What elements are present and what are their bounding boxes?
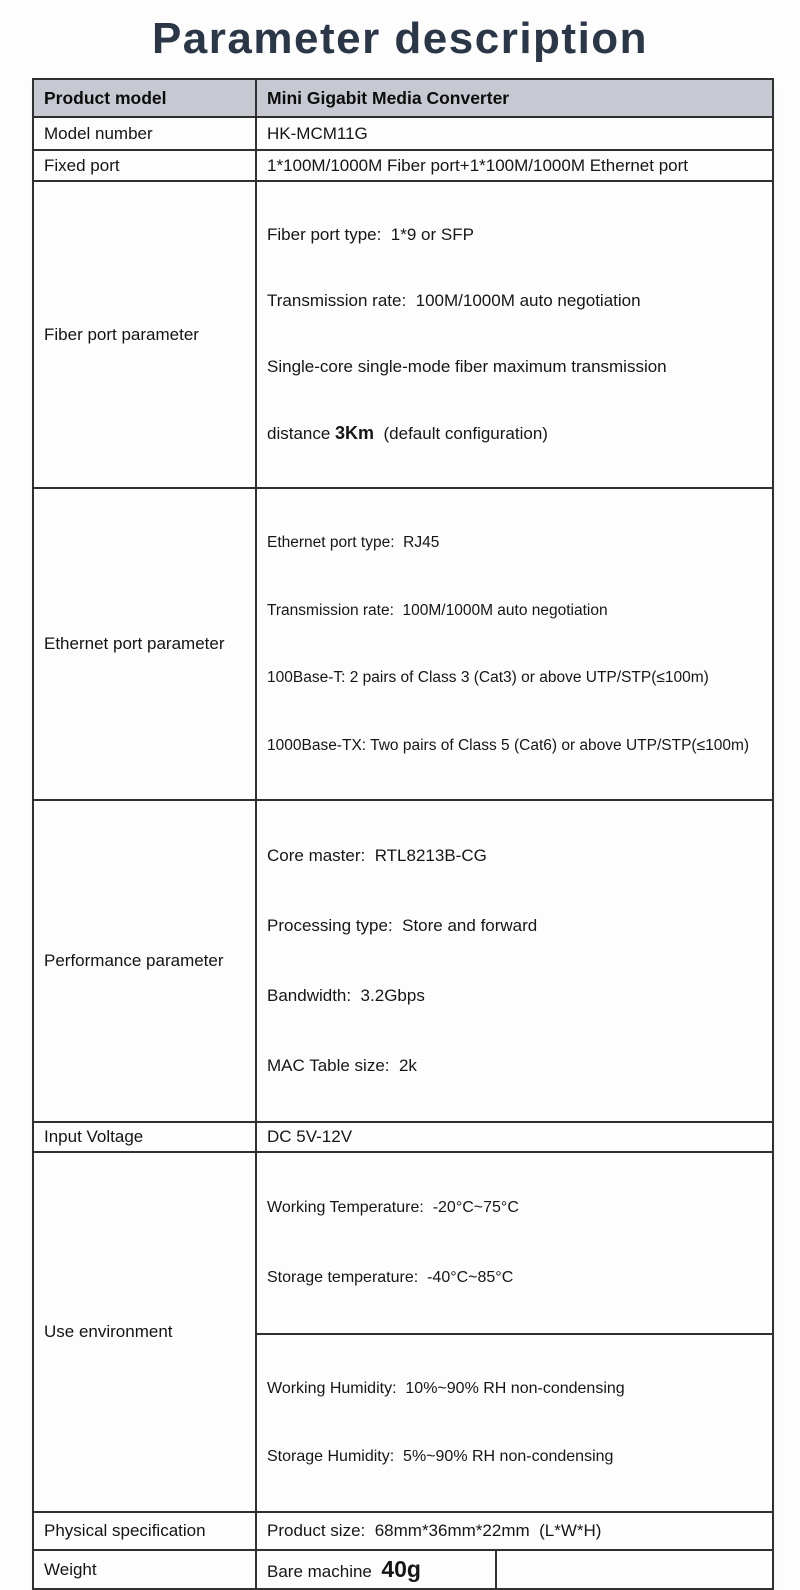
working-humidity: Working Humidity: 10%~90% RH non-condensing: [267, 1380, 625, 1397]
row-use-environment: [33, 1152, 773, 1334]
physical-specification-value: Product size: 68mm*36mm*22mm (L*W*H): [256, 1512, 773, 1550]
weight-value-text: Bare machine: [267, 1562, 382, 1581]
model-number-value: HK-MCM11G: [256, 117, 773, 150]
fiber-line-2: Transmission rate: 100M/1000M auto negotiation: [267, 291, 641, 310]
ethernet-port-value: [256, 488, 773, 800]
ethernet-line-4: 1000Base-TX: Two pairs of Class 5 (Cat6) or above UTP/STP(≤100m): [267, 736, 750, 754]
ethernet-line-1: Ethernet port type: RJ45: [267, 534, 440, 551]
fiber-port-label: Fiber port parameter: [33, 181, 256, 488]
row-weight: [33, 1550, 773, 1589]
row-product-model: [33, 79, 773, 117]
fixed-port-value: 1*100M/1000M Fiber port+1*100M/1000M Ethernet port: [256, 150, 773, 181]
input-voltage-value: DC 5V-12V: [256, 1122, 773, 1152]
performance-line-1: Core master: RTL8213B-CG: [267, 846, 487, 865]
fiber-line-4: [267, 420, 772, 447]
performance-label: Performance parameter: [33, 800, 256, 1122]
product-model-label: Product model: [33, 79, 256, 117]
use-environment-label: Use environment: [33, 1152, 256, 1512]
storage-humidity: Storage Humidity: 5%~90% RH non-condensing: [267, 1448, 614, 1465]
ethernet-port-label: Ethernet port parameter: [33, 488, 256, 800]
product-model-value: Mini Gigabit Media Converter: [256, 79, 773, 117]
ethernet-line-2: Transmission rate: 100M/1000M auto negotiation: [267, 601, 608, 619]
row-input-voltage: [33, 1122, 773, 1152]
performance-line-4: MAC Table size: 2k: [267, 1056, 417, 1075]
use-environment-humidity: [256, 1334, 773, 1512]
row-performance-parameter: [33, 800, 773, 1122]
use-environment-temperature: [256, 1152, 773, 1334]
performance-line-2: Processing type: Store and forward: [267, 916, 538, 935]
model-number-label: Model number: [33, 117, 256, 150]
fiber-line-1: Fiber port type: 1*9 or SFP: [267, 225, 474, 244]
fixed-port-label: Fixed port: [33, 150, 256, 181]
performance-value: [256, 800, 773, 1122]
fiber-distance-value: 3Km: [335, 423, 375, 443]
ethernet-line-3: 100Base-T: 2 pairs of Class 3 (Cat3) or above UTP/STP(≤100m): [267, 669, 709, 686]
working-temperature: Working Temperature: -20°C~75°C: [267, 1199, 519, 1216]
row-model-number: [33, 117, 773, 150]
weight-grams: 40g: [381, 1556, 421, 1582]
weight-value: [256, 1550, 496, 1589]
fiber-line-4-pre: distance: [267, 424, 336, 443]
row-fiber-port-parameter: [33, 181, 773, 488]
weight-label: Weight: [33, 1550, 256, 1589]
row-ethernet-port-parameter: [33, 488, 773, 800]
input-voltage-label: Input Voltage: [33, 1122, 256, 1152]
performance-line-3: Bandwidth: 3.2Gbps: [267, 986, 425, 1005]
fiber-port-value: [256, 181, 773, 488]
fiber-line-3: Single-core single-mode fiber maximum transmission: [267, 357, 667, 376]
parameter-table: [32, 78, 774, 1590]
physical-specification-label: Physical specification: [33, 1512, 256, 1550]
row-physical-specification: [33, 1512, 773, 1550]
row-fixed-port: [33, 150, 773, 181]
weight-empty-cell: [496, 1550, 773, 1589]
storage-temperature: Storage temperature: -40°C~85°C: [267, 1269, 514, 1286]
page-title: Parameter description: [151, 14, 649, 63]
fiber-line-4-post: (default configuration): [374, 424, 548, 443]
